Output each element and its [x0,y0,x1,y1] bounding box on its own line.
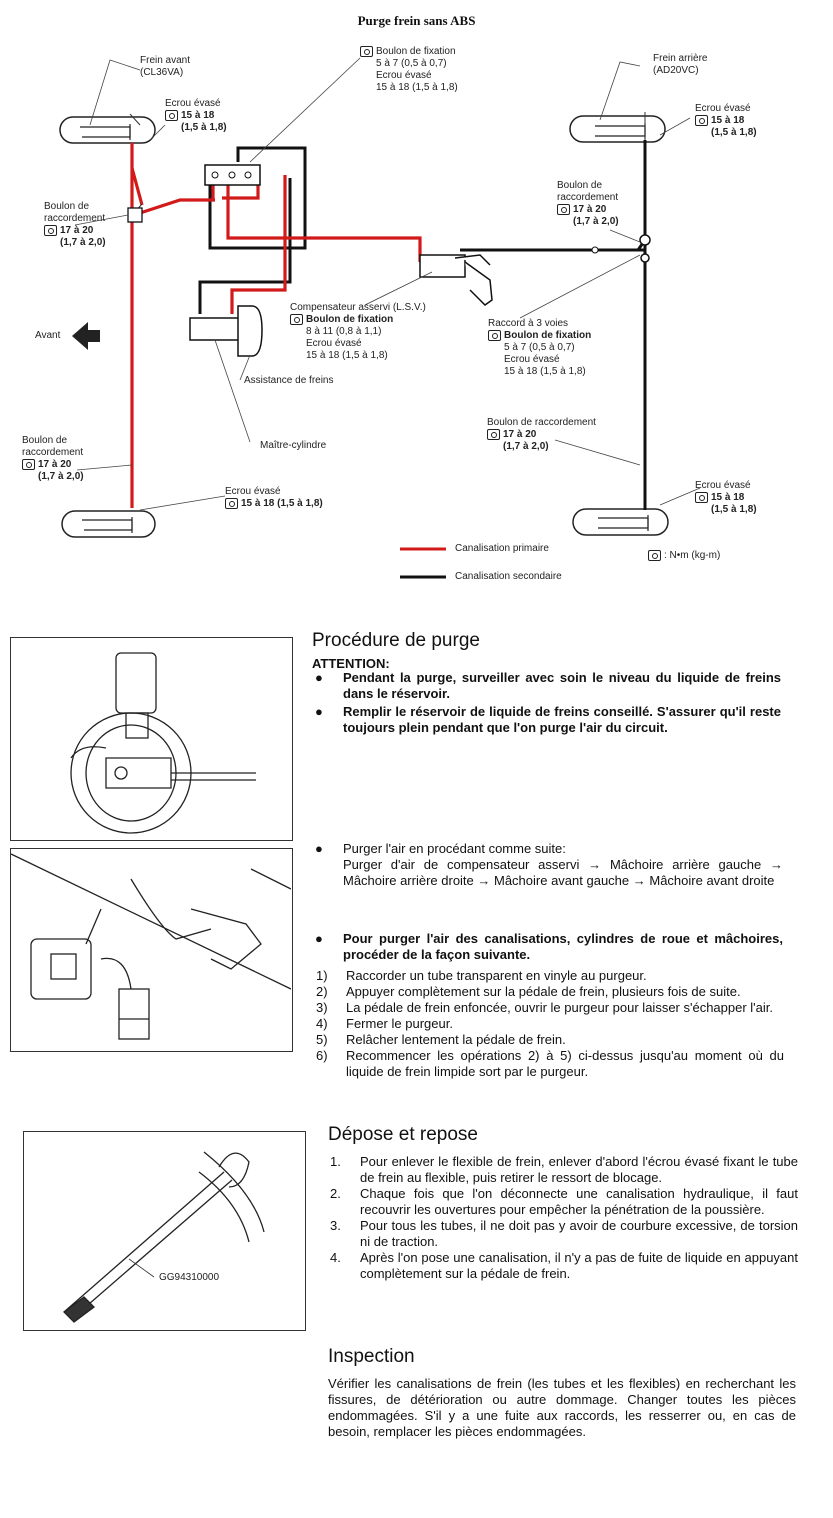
front-arrow-icon [72,322,100,350]
master-cylinder-label: Maître-cylindre [260,440,327,451]
torque-icon [290,314,303,325]
lsv-valve [420,255,492,305]
purge-steps [316,968,784,1080]
wheel-rear-right [573,509,668,535]
torque-icon [488,330,501,341]
flare-nut-rear-right: Ecrou évasé 15 à 18 (1,5 à 1,8) [695,480,757,515]
wheel-front-left [60,117,155,143]
bold-bullet: ● Pour purger l'air des canalisations, cylindres de roue et mâchoires, procéder de la façon suivante. [315,931,783,962]
page-title: Purge frein sans ABS [357,13,476,28]
brake-booster [238,306,262,356]
torque-icon [22,459,35,470]
bullet-icon: ● [315,670,323,685]
legend-torque-unit: : N•m (kg-m) [648,550,720,562]
wheel-front-right [62,511,155,537]
front-brake-label: Frein avant (CL36VA) [140,55,191,78]
depose-heading: Dépose et repose [328,1124,478,1145]
legend-primary: Canalisation primaire [455,543,549,554]
connecting-bolt-rear: Boulon de raccordement 17 à 20 (1,7 à 2,0) [557,180,619,227]
attention-label: ATTENTION: [312,656,390,671]
bullet-icon: ● [315,704,323,719]
attention-bullet-2: ● Remplir le réservoir de liquide de freins conseillé. S'assurer qu'il reste toujours plein pendant que l'on purge l'air du circuit. [315,704,781,735]
legend-secondary: Canalisation secondaire [455,571,562,582]
booster-label: Assistance de freins [244,375,334,386]
torque-icon [648,550,661,561]
torque-icon [360,46,373,57]
avant-label: Avant [35,330,61,341]
flare-nut-front-right: Ecrou évasé 15 à 18 (1,5 à 1,8) [225,486,323,509]
inspection-text: Vérifier les canalisations de frein (les tubes et les flexibles) en recherchant les fissures, de détérioration ou autre dommage. Changer toutes les pièces endommagées. S'il y a une fuite aux raccords, les resserrer ou, en cas de besoin, remplacer les pièces endommagées. [328,1376,796,1439]
rear-brake-label: Frein arrière (AD20VC) [653,53,708,76]
purge-step: 1) Raccorder un tube transparent en vinyle au purgeur. [316,968,647,983]
wheel-rear-left [570,116,665,142]
torque-icon [225,498,238,509]
purge-step: 3) La pédale de frein enfoncée, ouvrir le purgeur pour laisser s'échapper l'air. [316,1000,774,1015]
figure-wrench [23,1131,306,1331]
fixing-bolt-top: Boulon de fixation 5 à 7 (0,5 à 0,7) Ecrou évasé 15 à 18 (1,5 à 1,8) [360,46,458,94]
tool-code: GG94310000 [159,1272,220,1283]
order-bullet: ● Purger l'air en procédant comme suite: [315,841,566,856]
torque-icon [165,110,178,121]
purge-step: 2) Appuyer complètement sur la pédale de frein, plusieurs fois de suite. [316,984,741,999]
reservoir-illustration [11,638,291,838]
connecting-bolt-front-left: Boulon de raccordement 17 à 20 (1,7 à 2,0) [44,201,106,248]
wrench-illustration [24,1132,304,1328]
purge-step: 4) Fermer le purgeur. [316,1016,453,1031]
connecting-bolt-front-right: Boulon de raccordement 17 à 20 (1,7 à 2,0) [22,435,84,482]
procedure-heading: Procédure de purge [312,630,480,651]
attention-bullet-1: ● Pendant la purge, surveiller avec soin le niveau du liquide de freins dans le réservoir. [315,670,781,701]
depose-step: 4. Après l'on pose une canalisation, il n'y a pas de fuite de liquide en appuyant complètement sur la pédale de frein. [330,1250,798,1281]
purge-step: 5) Relâcher lentement la pédale de frein. [316,1032,566,1047]
depose-step: 2. Chaque fois que l'on déconnecte une canalisation hydraulique, il faut recouvrir les ouvertures pour empêcher la pénétration de la poussière. [330,1186,798,1217]
figure-reservoir [10,637,293,841]
flare-nut-front-left: Ecrou évasé 15 à 18 (1,5 à 1,8) [165,98,227,133]
purge-step: 6) Recommencer les opérations 2) à 5) ci-dessus jusqu'au moment où du liquide de frein limpide sort par le purgeur. [316,1048,784,1079]
depose-step: 3. Pour tous les tubes, il ne doit pas y avoir de courbure excessive, de torsion ni de traction. [330,1218,798,1249]
depose-steps [330,1154,798,1282]
torque-icon [695,492,708,503]
bleeding-illustration [11,849,291,1049]
connecting-bolt-rear-right: Boulon de raccordement 17 à 20 (1,7 à 2,0) [487,417,596,452]
bullet-icon: ● [315,931,323,946]
torque-icon [557,204,570,215]
torque-icon [44,225,57,236]
bullet-icon: ● [315,841,323,856]
master-cylinder [190,318,240,340]
depose-step: 1. Pour enlever le flexible de frein, enlever d'abord l'écrou évasé fixant le tube de frein au flexible, puis retirer le ressort de blocage. [330,1154,798,1185]
lsv-label: Compensateur asservi (L.S.V.) Boulon de fixation 8 à 11 (0,8 à 1,1) Ecrou évasé 15 à 18 (1,5 à 1,8) [290,302,426,361]
figure-bleeding [10,848,293,1052]
inspection-heading: Inspection [328,1346,415,1367]
torque-icon [487,429,500,440]
flare-nut-rear-left: Ecrou évasé 15 à 18 (1,5 à 1,8) [695,103,757,138]
order-text: Purger d'air de compensateur asservi → Mâchoire arrière gauche → Mâchoire arrière droite → Mâchoire avant gauche → Mâchoire avant droite [343,857,783,888]
three-way-label: Raccord à 3 voies Boulon de fixation 5 à 7 (0,5 à 0,7) Ecrou évasé 15 à 18 (1,5 à 1,8) [488,318,592,377]
torque-icon [695,115,708,126]
